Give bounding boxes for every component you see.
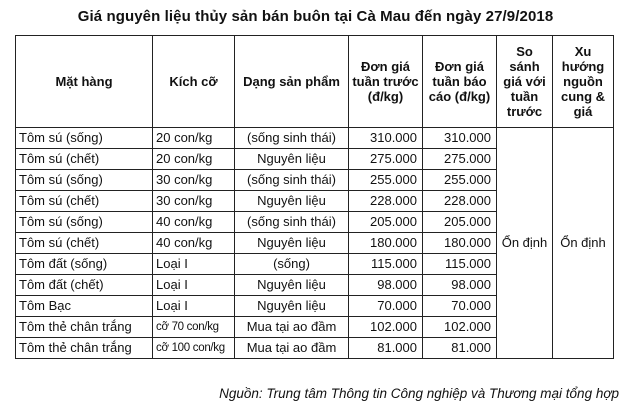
cell-price-prev-week: 115.000: [349, 254, 423, 275]
header-price-report-week: Đơn giá tuần báo cáo (đ/kg): [423, 36, 497, 128]
cell-price-report-week: 70.000: [423, 296, 497, 317]
table-title: Giá nguyên liệu thủy sản bán buôn tại Cà Mau đến ngày 27/9/2018: [77, 8, 554, 25]
cell-product-form: Nguyên liệu: [235, 233, 349, 254]
cell-product-form: (sống sinh thái): [235, 128, 349, 149]
cell-product-form: (sống): [235, 254, 349, 275]
cell-size: cỡ 70 con/kg: [153, 317, 235, 338]
cell-price-report-week: 275.000: [423, 149, 497, 170]
header-price-prev-week: Đơn giá tuần trước (đ/kg): [349, 36, 423, 128]
header-row: [16, 36, 614, 128]
cell-product-form: Nguyên liệu: [235, 149, 349, 170]
cell-item: Tôm sú (chết): [16, 149, 153, 170]
header-size: Kích cỡ: [153, 36, 235, 128]
cell-size: 30 con/kg: [153, 191, 235, 212]
header-product-form: Dạng sản phẩm: [235, 36, 349, 128]
cell-price-report-week: 205.000: [423, 212, 497, 233]
cell-price-report-week: 310.000: [423, 128, 497, 149]
cell-size: 40 con/kg: [153, 212, 235, 233]
cell-size: Loại I: [153, 275, 235, 296]
cell-price-prev-week: 275.000: [349, 149, 423, 170]
cell-product-form: Nguyên liệu: [235, 191, 349, 212]
cell-size: 20 con/kg: [153, 149, 235, 170]
cell-product-form: (sống sinh thái): [235, 212, 349, 233]
cell-price-report-week: 228.000: [423, 191, 497, 212]
cell-price-prev-week: 98.000: [349, 275, 423, 296]
cell-price-report-week: 255.000: [423, 170, 497, 191]
cell-price-report-week: 115.000: [423, 254, 497, 275]
cell-item: Tôm đất (chết): [16, 275, 153, 296]
cell-product-form: Nguyên liệu: [235, 275, 349, 296]
cell-item: Tôm thẻ chân trắng: [16, 338, 153, 359]
cell-product-form: Mua tại ao đầm: [235, 317, 349, 338]
table-body: [16, 128, 614, 359]
cell-item: Tôm Bạc: [16, 296, 153, 317]
cell-size: 30 con/kg: [153, 170, 235, 191]
cell-product-form: (sống sinh thái): [235, 170, 349, 191]
header-trend: Xu hướng nguồn cung & giá: [553, 36, 614, 128]
cell-price-report-week: 81.000: [423, 338, 497, 359]
cell-size: 20 con/kg: [153, 128, 235, 149]
cell-item: Tôm sú (sống): [16, 170, 153, 191]
cell-price-prev-week: 180.000: [349, 233, 423, 254]
cell-price-prev-week: 205.000: [349, 212, 423, 233]
cell-price-report-week: 180.000: [423, 233, 497, 254]
cell-price-report-week: 98.000: [423, 275, 497, 296]
cell-item: Tôm thẻ chân trắng: [16, 317, 153, 338]
header-compare: So sánh giá với tuần trước: [497, 36, 553, 128]
cell-price-prev-week: 228.000: [349, 191, 423, 212]
cell-product-form: Mua tại ao đầm: [235, 338, 349, 359]
cell-price-prev-week: 255.000: [349, 170, 423, 191]
cell-item: Tôm sú (chết): [16, 191, 153, 212]
cell-item: Tôm đất (sống): [16, 254, 153, 275]
cell-price-prev-week: 102.000: [349, 317, 423, 338]
cell-size: Loại I: [153, 296, 235, 317]
cell-product-form: Nguyên liệu: [235, 296, 349, 317]
cell-price-report-week: 102.000: [423, 317, 497, 338]
cell-size: 40 con/kg: [153, 233, 235, 254]
source-note: Nguồn: Trung tâm Thông tin Công nghiệp và Thương mại tổng hợp: [219, 386, 619, 401]
table-row: [16, 128, 614, 149]
header-item: Mặt hàng: [16, 36, 153, 128]
price-table: [15, 35, 614, 359]
cell-size: Loại I: [153, 254, 235, 275]
cell-item: Tôm sú (sống): [16, 212, 153, 233]
cell-item: Tôm sú (sống): [16, 128, 153, 149]
cell-price-prev-week: 310.000: [349, 128, 423, 149]
cell-size: cỡ 100 con/kg: [153, 338, 235, 359]
cell-item: Tôm sú (chết): [16, 233, 153, 254]
cell-price-prev-week: 70.000: [349, 296, 423, 317]
cell-trend: Ổn định: [553, 128, 614, 359]
cell-price-prev-week: 81.000: [349, 338, 423, 359]
cell-compare: Ổn định: [497, 128, 553, 359]
